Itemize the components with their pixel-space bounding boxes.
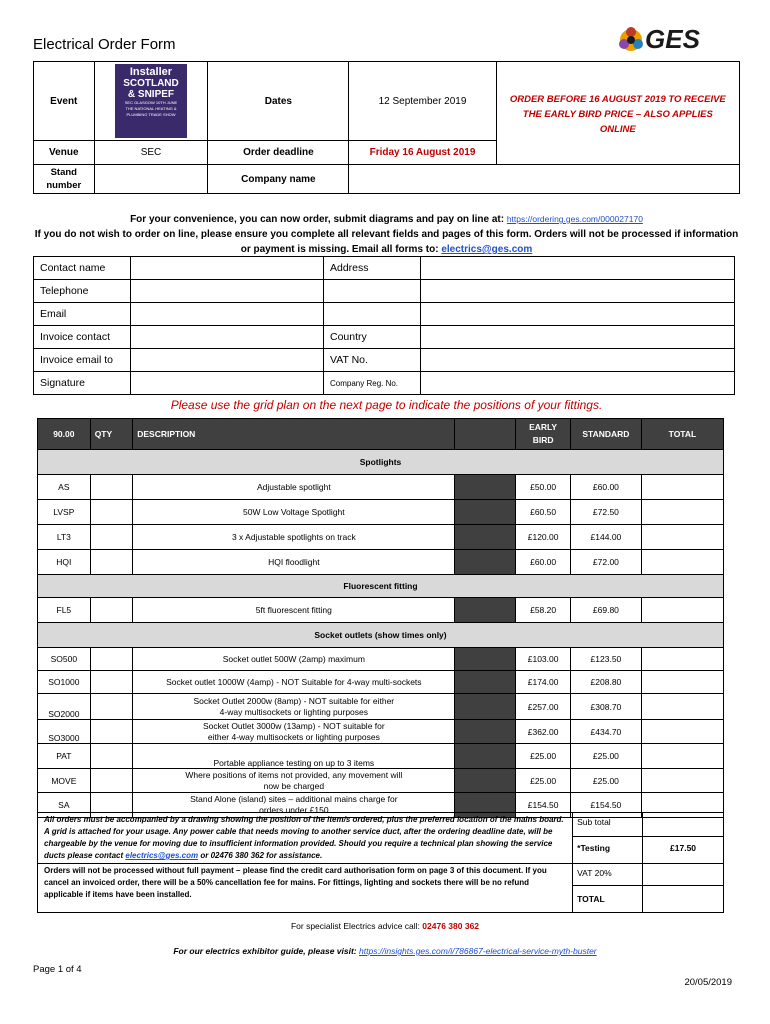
shade-cell <box>455 475 516 500</box>
guide-text: For our electrics exhibitor guide, please visit: <box>173 946 357 956</box>
item-code: SO2000 <box>38 694 91 720</box>
event-logo-line: THE NATIONAL HEATING & <box>125 106 177 111</box>
contact-input[interactable] <box>421 303 735 326</box>
early-price: £120.00 <box>516 525 571 550</box>
col-standard: STANDARD <box>570 419 641 450</box>
drawing-note-text: All orders must be accompanied by a drawing showing the position of the item/s ordered, plus the preferred location of the mains board. A grid is attached for your usage. Any power cable that needs moving to another service duct, after the ordering deadline date, will be chargeable by the venue for moving due to insufficient information provided. Should you require a technical plan showing the service ducts please contact <box>44 815 564 860</box>
shade-cell <box>455 525 516 550</box>
contact-input[interactable] <box>131 257 324 280</box>
shade-cell <box>455 550 516 575</box>
ges-logo-text: GES <box>645 24 700 54</box>
payment-note: Orders will not be processed without full payment – please find the credit card authorisation form on page 3 of this document. If you cancel an invoiced order, there will be a 50% cancellation fee for mains. For fittings, lighting and sockets there will be no refund applicable if items have been installed. <box>38 864 573 913</box>
std-price: £123.50 <box>570 648 641 671</box>
early-price: £60.00 <box>516 550 571 575</box>
total-input[interactable] <box>641 500 723 525</box>
shade-cell <box>455 671 516 694</box>
qty-input[interactable] <box>90 769 133 793</box>
contact-input[interactable] <box>131 349 324 372</box>
items-table <box>37 418 724 818</box>
contact-input[interactable] <box>131 372 324 395</box>
contact-label: Country <box>324 326 421 349</box>
item-code: LT3 <box>38 525 91 550</box>
header-table <box>33 61 740 194</box>
event-logo-line: SCOTLAND <box>123 78 179 89</box>
contact-label: Address <box>324 257 421 280</box>
contact-label <box>324 303 421 326</box>
item-code: PAT <box>38 744 91 769</box>
item-desc: 5ft fluorescent fitting <box>133 598 455 623</box>
stand-input[interactable] <box>94 165 208 194</box>
total-input[interactable] <box>641 525 723 550</box>
contact-input[interactable] <box>131 326 324 349</box>
col-code: 90.00 <box>38 419 91 450</box>
advice-line <box>0 921 770 931</box>
notice-email-link[interactable]: electrics@ges.com <box>441 244 533 255</box>
summary-table <box>37 812 724 913</box>
contact-label: Signature <box>34 372 131 395</box>
subtotal-label: Sub total <box>573 813 643 837</box>
qty-input[interactable] <box>90 500 133 525</box>
section-title: Fluorescent fitting <box>38 575 724 598</box>
vat-label: VAT 20% <box>573 864 643 886</box>
advice-phone: 02476 380 362 <box>422 921 480 931</box>
total-input[interactable] <box>641 769 723 793</box>
venue-label: Venue <box>34 141 95 165</box>
notice-line1: For your convenience, you can now order, submit diagrams and pay on line at: <box>130 214 505 225</box>
item-code: SO3000 <box>38 720 91 744</box>
qty-input[interactable] <box>90 671 133 694</box>
qty-input[interactable] <box>90 475 133 500</box>
col-desc: DESCRIPTION <box>133 419 455 450</box>
early-price: £60.50 <box>516 500 571 525</box>
std-price: £154.50 <box>570 793 641 818</box>
col-total: TOTAL <box>641 419 723 450</box>
shade-cell <box>455 648 516 671</box>
col-early: EARLY BIRD <box>516 419 571 450</box>
std-price: £434.70 <box>570 720 641 744</box>
qty-input[interactable] <box>90 525 133 550</box>
contact-input[interactable] <box>421 349 735 372</box>
early-price: £25.00 <box>516 769 571 793</box>
item-desc: 3 x Adjustable spotlights on track <box>133 525 455 550</box>
total-input[interactable] <box>641 694 723 720</box>
qty-input[interactable] <box>90 648 133 671</box>
contact-input[interactable] <box>131 280 324 303</box>
drawing-note-tail: or 02476 380 362 for assistance. <box>200 851 323 860</box>
guide-link[interactable]: https://insights.ges.com/i/786867-electrical-service-myth-buster <box>359 946 597 956</box>
item-code: FL5 <box>38 598 91 623</box>
qty-input[interactable] <box>90 744 133 769</box>
contact-label: Telephone <box>34 280 131 303</box>
stand-label: Stand number <box>34 165 95 194</box>
shade-cell <box>455 694 516 720</box>
document-date: 20/05/2019 <box>684 977 732 988</box>
contact-label: Company Reg. No. <box>324 372 421 395</box>
std-price: £144.00 <box>570 525 641 550</box>
total-input[interactable] <box>641 744 723 769</box>
item-code: HQI <box>38 550 91 575</box>
item-desc: Stand Alone (island) sites – additional mains charge for orders under £150 <box>133 793 455 818</box>
advice-text: For specialist Electrics advice call: <box>290 921 420 931</box>
section-title: Spotlights <box>38 450 724 475</box>
std-price: £25.00 <box>570 769 641 793</box>
qty-input[interactable] <box>90 598 133 623</box>
item-code: MOVE <box>38 769 91 793</box>
dates-value: 12 September 2019 <box>349 62 496 141</box>
ges-logo <box>615 20 725 60</box>
item-desc: Portable appliance testing on up to 3 items <box>133 744 455 769</box>
total-input[interactable] <box>641 671 723 694</box>
item-desc: Socket Outlet 2000w (8amp) - NOT suitable for either 4-way multisockets or lighting purposes <box>133 694 455 720</box>
std-price: £72.50 <box>570 500 641 525</box>
contact-label: Email <box>34 303 131 326</box>
item-code: LVSP <box>38 500 91 525</box>
contact-label: VAT No. <box>324 349 421 372</box>
contact-table <box>33 256 735 395</box>
std-price: £208.80 <box>570 671 641 694</box>
grand-total-input[interactable] <box>643 886 724 913</box>
shade-cell <box>455 720 516 744</box>
item-code: SO1000 <box>38 671 91 694</box>
contact-label: Invoice contact <box>34 326 131 349</box>
early-price: £58.20 <box>516 598 571 623</box>
qty-input[interactable] <box>90 694 133 720</box>
total-label: TOTAL <box>573 886 643 913</box>
testing-value: £17.50 <box>643 837 724 864</box>
total-input[interactable] <box>641 720 723 744</box>
company-label: Company name <box>208 165 349 194</box>
early-price: £362.00 <box>516 720 571 744</box>
contact-label <box>324 280 421 303</box>
item-code: SO500 <box>38 648 91 671</box>
total-input[interactable] <box>641 550 723 575</box>
total-input[interactable] <box>641 598 723 623</box>
early-price: £154.50 <box>516 793 571 818</box>
guide-line <box>0 946 770 956</box>
event-logo-line: Installer <box>129 66 173 78</box>
event-logo-line: & SNIPEF <box>127 89 175 100</box>
item-desc: Socket Outlet 3000w (13amp) - NOT suitable for either 4-way multisockets or lighting purposes <box>133 720 455 744</box>
subtotal-input[interactable] <box>643 813 724 837</box>
contact-input[interactable] <box>131 303 324 326</box>
item-desc: Adjustable spotlight <box>133 475 455 500</box>
col-blank <box>455 419 516 450</box>
dates-label: Dates <box>208 62 349 141</box>
item-desc: 50W Low Voltage Spotlight <box>133 500 455 525</box>
early-price: £257.00 <box>516 694 571 720</box>
notice <box>33 212 740 257</box>
contact-input[interactable] <box>421 372 735 395</box>
contact-label: Contact name <box>34 257 131 280</box>
item-desc: Socket outlet 500W (2amp) maximum <box>133 648 455 671</box>
shade-cell <box>455 500 516 525</box>
qty-input[interactable] <box>90 720 133 744</box>
page-title: Electrical Order Form <box>33 36 176 53</box>
shade-cell <box>455 769 516 793</box>
std-price: £60.00 <box>570 475 641 500</box>
company-input[interactable] <box>349 165 740 194</box>
order-link[interactable]: https://ordering.ges.com/000027170 <box>506 214 643 224</box>
event-logo-line: PLUMBING TRADE SHOW <box>126 112 176 117</box>
vat-input[interactable] <box>643 864 724 886</box>
shade-cell <box>455 598 516 623</box>
early-price: £50.00 <box>516 475 571 500</box>
event-label: Event <box>34 62 95 141</box>
contact-input[interactable] <box>421 280 735 303</box>
contact-input[interactable] <box>421 257 735 280</box>
contact-label: Invoice email to <box>34 349 131 372</box>
testing-label: *Testing <box>573 837 643 864</box>
contact-input[interactable] <box>421 326 735 349</box>
early-bird-notice: ORDER BEFORE 16 AUGUST 2019 TO RECEIVE THE EARLY BIRD PRICE – ALSO APPLIES ONLINE <box>496 62 739 165</box>
std-price: £72.00 <box>570 550 641 575</box>
shade-cell <box>455 744 516 769</box>
item-desc: HQI floodlight <box>133 550 455 575</box>
std-price: £308.70 <box>570 694 641 720</box>
drawing-note <box>38 813 573 864</box>
grid-note: Please use the grid plan on the next page to indicate the positions of your fittings. <box>170 398 603 412</box>
early-price: £103.00 <box>516 648 571 671</box>
event-logo-line: SEC GLASGOW 10TH JUNE <box>124 100 178 105</box>
std-price: £25.00 <box>570 744 641 769</box>
event-logo <box>94 62 208 141</box>
item-desc: Where positions of items not provided, any movement will now be charged <box>133 769 455 793</box>
item-desc: Socket outlet 1000W (4amp) - NOT Suitable for 4-way multi-sockets <box>133 671 455 694</box>
venue-value: SEC <box>94 141 208 165</box>
qty-input[interactable] <box>90 550 133 575</box>
early-price: £25.00 <box>516 744 571 769</box>
deadline-label: Order deadline <box>208 141 349 165</box>
col-qty: QTY <box>90 419 133 450</box>
total-input[interactable] <box>641 648 723 671</box>
item-code: SA <box>38 793 91 818</box>
notice-line2: If you do not wish to order on line, please ensure you complete all relevant fields and pages of this form. Orders will not be processed if information or payment is missing. Email all forms to: <box>34 229 739 255</box>
section-title: Socket outlets (show times only) <box>38 623 724 648</box>
total-input[interactable] <box>641 475 723 500</box>
std-price: £69.80 <box>570 598 641 623</box>
item-code: AS <box>38 475 91 500</box>
early-price: £174.00 <box>516 671 571 694</box>
deadline-value: Friday 16 August 2019 <box>349 141 496 165</box>
drawing-note-email[interactable]: electrics@ges.com <box>125 851 199 860</box>
page-number: Page 1 of 4 <box>33 964 82 975</box>
